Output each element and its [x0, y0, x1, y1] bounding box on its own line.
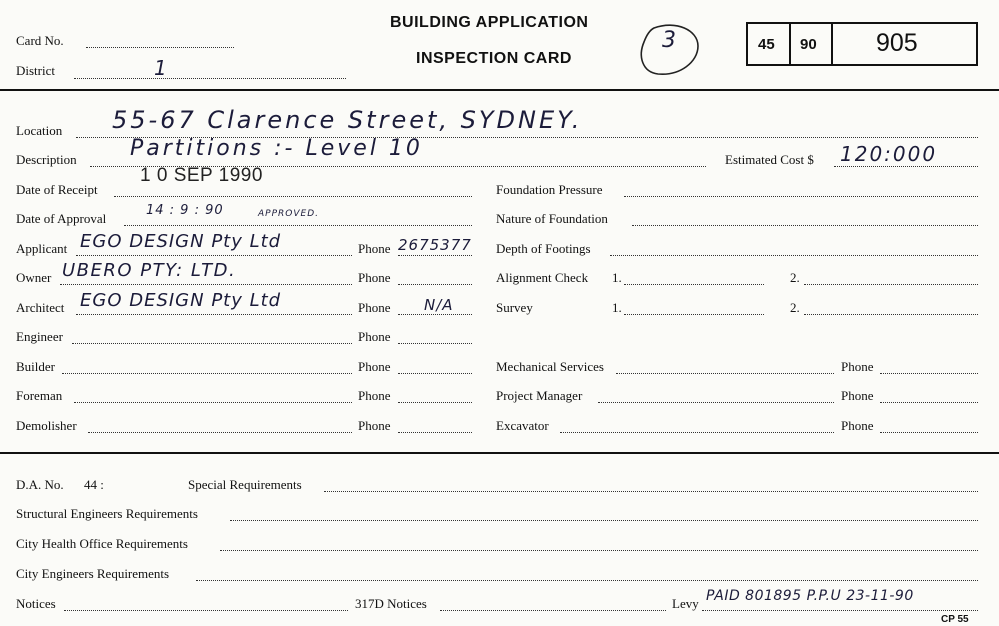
demolisher-phone-line	[398, 431, 472, 433]
special-requirements-line	[324, 490, 978, 492]
da-no-label: D.A. No.	[16, 477, 64, 492]
owner-phone-line	[398, 283, 472, 285]
survey-label: Survey	[496, 300, 533, 315]
applicant-phone-label: Phone	[358, 241, 391, 256]
excavator-line	[560, 431, 834, 433]
mechanical-services-label: Mechanical Services	[496, 359, 604, 374]
demolisher-label: Demolisher	[16, 418, 77, 433]
owner-line	[60, 283, 352, 285]
city-engineers-label: City Engineers Requirements	[16, 566, 170, 581]
ref-box-part2: 90	[800, 36, 817, 53]
project-manager-phone-label: Phone	[841, 388, 874, 403]
owner-value: UBERO PTY: LTD.	[62, 260, 237, 281]
project-manager-label: Project Manager	[496, 388, 583, 403]
city-health-line	[220, 549, 978, 551]
estimated-cost-value: 120:000	[840, 142, 938, 166]
foreman-phone-line	[398, 401, 472, 403]
demolisher-line	[88, 431, 352, 433]
architect-phone-label: Phone	[358, 300, 391, 315]
alignment-check-num1: 1.	[612, 270, 622, 285]
architect-label: Architect	[16, 300, 65, 315]
alignment-check-label: Alignment Check	[496, 270, 589, 285]
project-manager-line	[598, 401, 834, 403]
district-line	[74, 77, 346, 79]
depth-of-footings-line	[610, 254, 978, 256]
estimated-cost-label: Estimated Cost $	[725, 152, 814, 167]
city-health-label: City Health Office Requirements	[16, 536, 188, 551]
city-engineers-line	[196, 579, 978, 581]
nature-of-foundation-label: Nature of Foundation	[496, 211, 608, 226]
district-label: District	[16, 63, 55, 78]
card-title-line2: INSPECTION CARD	[416, 50, 572, 67]
structural-engineers-line	[230, 519, 978, 521]
foreman-label: Foreman	[16, 388, 63, 403]
circled-number: 3	[662, 28, 677, 53]
ref-box-divider	[831, 24, 833, 64]
engineer-label: Engineer	[16, 329, 63, 344]
date-of-approval-label: Date of Approval	[16, 211, 107, 226]
form-code: CP 55	[941, 614, 969, 625]
ref-box-number: 905	[876, 29, 918, 57]
project-manager-phone-line	[880, 401, 978, 403]
foundation-pressure-line	[624, 195, 978, 197]
location-label: Location	[16, 123, 63, 138]
levy-line	[702, 609, 978, 611]
survey-line2	[804, 313, 978, 315]
card-title-line1: BUILDING APPLICATION	[390, 14, 589, 31]
mechanical-services-line	[616, 372, 834, 374]
mechanical-phone-label: Phone	[841, 359, 874, 374]
da-no-value: 44 :	[84, 477, 104, 492]
architect-line	[76, 313, 352, 315]
applicant-line	[76, 254, 352, 256]
district-value: 1	[154, 56, 168, 80]
section-divider	[0, 452, 999, 454]
alignment-check-num2: 2.	[790, 270, 800, 285]
date-of-receipt-line	[114, 195, 472, 197]
alignment-check-line1	[624, 283, 764, 285]
builder-line	[62, 372, 352, 374]
notices-317d-line	[440, 609, 666, 611]
ref-box-part1: 45	[758, 36, 775, 53]
engineer-phone-line	[398, 342, 472, 344]
date-of-receipt-label: Date of Receipt	[16, 182, 98, 197]
location-value: 55-67 Clarence Street, SYDNEY.	[112, 106, 583, 134]
survey-num1: 1.	[612, 300, 622, 315]
foundation-pressure-label: Foundation Pressure	[496, 182, 603, 197]
reference-box	[746, 22, 978, 66]
nature-of-foundation-line	[632, 224, 978, 226]
architect-value: EGO DESIGN Pty Ltd	[80, 290, 282, 311]
excavator-label: Excavator	[496, 418, 549, 433]
excavator-phone-line	[880, 431, 978, 433]
builder-phone-label: Phone	[358, 359, 391, 374]
header-divider	[0, 89, 999, 91]
applicant-phone-line	[398, 254, 472, 256]
excavator-phone-label: Phone	[841, 418, 874, 433]
special-requirements-label: Special Requirements	[188, 477, 302, 492]
approval-note: APPROVED.	[258, 209, 319, 219]
survey-num2: 2.	[790, 300, 800, 315]
structural-engineers-label: Structural Engineers Requirements	[16, 506, 198, 521]
owner-phone-label: Phone	[358, 270, 391, 285]
engineer-line	[72, 342, 352, 344]
levy-label: Levy	[672, 596, 699, 611]
card-no-line	[86, 46, 234, 48]
date-of-approval-line	[124, 224, 472, 226]
survey-line1	[624, 313, 764, 315]
notices-line	[64, 609, 348, 611]
date-of-approval-value: 14 : 9 : 90	[146, 203, 224, 218]
applicant-label: Applicant	[16, 241, 68, 256]
builder-label: Builder	[16, 359, 55, 374]
owner-label: Owner	[16, 270, 52, 285]
notices-label: Notices	[16, 596, 56, 611]
circled-number-stamp	[636, 22, 702, 80]
description-label: Description	[16, 152, 77, 167]
foreman-line	[74, 401, 352, 403]
applicant-phone-value: 2675377	[398, 236, 472, 254]
builder-phone-line	[398, 372, 472, 374]
architect-phone-value: N/A	[424, 296, 454, 314]
depth-of-footings-label: Depth of Footings	[496, 241, 591, 256]
notices-317d-label: 317D Notices	[355, 596, 427, 611]
ref-box-divider	[789, 24, 791, 64]
foreman-phone-label: Phone	[358, 388, 391, 403]
card-no-label: Card No.	[16, 33, 64, 48]
mechanical-phone-line	[880, 372, 978, 374]
applicant-value: EGO DESIGN Pty Ltd	[80, 231, 282, 252]
alignment-check-line2	[804, 283, 978, 285]
engineer-phone-label: Phone	[358, 329, 391, 344]
levy-value: PAID 801895 P.P.U 23-11-90	[706, 588, 914, 604]
demolisher-phone-label: Phone	[358, 418, 391, 433]
description-value: Partitions :- Level 10	[130, 136, 423, 161]
date-received-stamp: 1 0 SEP 1990	[140, 165, 263, 186]
